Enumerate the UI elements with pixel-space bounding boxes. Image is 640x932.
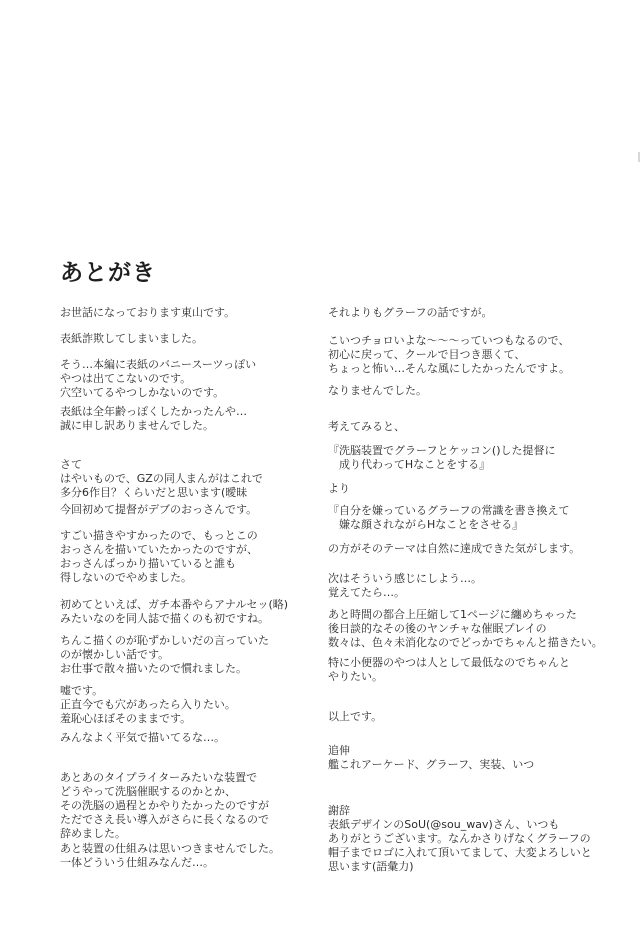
paragraph: 表紙詐欺してしまいました。 bbox=[60, 332, 203, 345]
paragraph: お世話になっております東山です。 bbox=[60, 306, 236, 319]
paragraph: すごい描きやすかったので、もっとこの おっさんを描いていたかったのですが、 おっさんばっかり描いていると誰も 得しないのでやめました。 bbox=[60, 529, 258, 584]
paragraph: 次はそういう感じにしよう…。 覚えてたら…。 bbox=[328, 572, 482, 599]
paragraph: 考えてみると、 bbox=[328, 420, 405, 433]
postscript: 追伸 艦これアーケード、グラーフ、実装、いつ bbox=[328, 744, 535, 771]
paragraph: 嘘です。 正直今でも穴があったら入りたい。 羞恥心ほぼそのままです。 bbox=[60, 684, 236, 725]
paragraph: さて はやいもので、GZの同人まんがはこれで 多分6作目？くらいだと思います(曖昧 bbox=[60, 458, 263, 499]
paragraph: あと時間の都合上圧縮して1ページに纏めちゃった 後日談的なその後のヤンチャな催眠プレイの 数々は、色々未消化なのでどっかでちゃんと描きたい。 bbox=[328, 608, 603, 649]
paragraph: 今回初めて提督がデブのおっさんです。 bbox=[60, 503, 258, 516]
paragraph: 表紙は全年齢っぽくしたかったんや… 誠に申し訳ありませんでした。 bbox=[60, 405, 247, 432]
right-column bbox=[328, 0, 603, 873]
paragraph: それよりもグラーフの話ですが。 bbox=[328, 306, 493, 319]
quote: 『自分を嫌っているグラーフの常識を書き換えて 嫌な顔されながらHなことをさせる』 bbox=[328, 504, 570, 531]
paragraph: そう…本編に表紙のバニースーツっぽい やつは出てこないのです。 穴空いてるやつしかないのです。 bbox=[60, 358, 257, 399]
paragraph: あとあのタイプライターみたいな装置で どうやって洗脳催眠するのかとか、 その洗脳の過程とかやりたかったのですが ただでさえ長い導入がさらに長くなるので 辞めました。 bbox=[60, 771, 269, 840]
paragraph: ちんこ描くのが恥ずかしいだの言っていた のが懐かしい話です。 お仕事で散々描いたので慣れました。 bbox=[60, 634, 269, 675]
paragraph: より bbox=[328, 482, 350, 495]
paragraph: の方がそのテーマは自然に達成できた気がします。 bbox=[328, 542, 581, 555]
paragraph: あと装置の仕組みは思いつきませんでした。 一体どういう仕組みなんだ…。 bbox=[60, 842, 280, 869]
paragraph: 初めてといえば、ガチ本番やらアナルセッ(略) みたいなのを同人誌で描くのも初ですね。 bbox=[60, 598, 289, 625]
paragraph: 以上です。 bbox=[328, 710, 383, 723]
paragraph: なりませんでした。 bbox=[328, 384, 427, 397]
quote: 『洗脳装置でグラーフとケッコン()した提督に 成り代わってHなことをする』 bbox=[328, 444, 556, 471]
paragraph: こいつチョロいよな〜〜〜っていつもなるので、 初心に戻って、クールで目つき悪くて、 ちょっと怖い…そんな風にしたかったんですよ。 bbox=[328, 334, 570, 375]
paragraph: 特に小便器のやつは人として最低なのでちゃんと やりたい。 bbox=[328, 656, 570, 683]
paragraph: みんなよく平気で描いてるな…。 bbox=[60, 731, 225, 744]
page-title: あとがき bbox=[60, 260, 156, 286]
acknowledgements: 謝辞 表紙デザインのSoU(@sou_wav)さん、いつも ありがとうございます。なんかさりげなくグラーフの 帽子までロゴに入れて頂いてまして、大変よろしいと 思います(語彙力) bbox=[328, 804, 592, 873]
